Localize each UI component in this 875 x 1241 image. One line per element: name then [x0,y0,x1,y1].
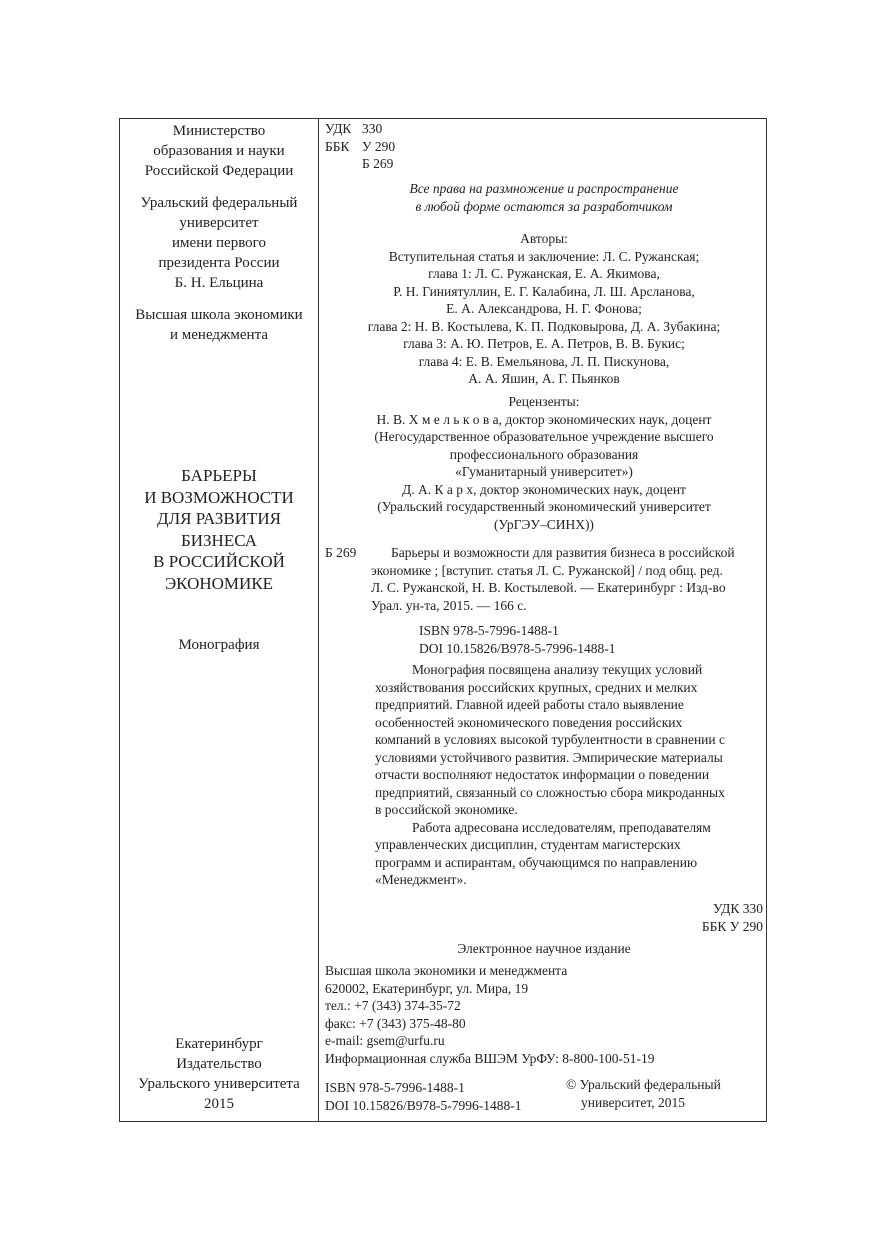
imprint-block [120,1034,318,1114]
abstract-line: отчасти восполняют недостаток информации о поведении [375,767,710,782]
rights-notice [325,180,763,215]
abstract-line: предприятий. Главной идеей работы стало выявление [375,697,684,712]
ministry-line: Российской Федерации [144,163,294,179]
reviewer-line: (Уральский государственный экономический университет [377,499,711,514]
university-line: президента России [158,255,280,271]
abstract-line: особенностей экономического поведения российских [375,714,683,730]
abstract-line: программ и аспирантам, обучающимся по направлению [375,854,698,870]
genre-label: Монография [178,637,260,653]
book-title [120,465,318,594]
bibliographic-record [325,544,763,614]
author-line: глава 4: Е. В. Емельянова, Л. П. Пискунова, [418,353,670,369]
abstract-line: хозяйствования российских крупных, средних и мелких [375,679,698,695]
contact-line: факс: +7 (343) 375-48-80 [325,1015,466,1031]
title-line: БИЗНЕСА [181,530,257,550]
copyright-line: университет, 2015 [581,1094,685,1110]
rights-line: в любой форме остаются за разработчиком [415,198,673,214]
title-line: ДЛЯ РАЗВИТИЯ [157,509,281,528]
imprint-line: 2015 [204,1096,234,1112]
reviewer-line: (УрГЭУ–СИНХ)) [494,516,594,532]
title-line: ЭКОНОМИКЕ [164,573,274,593]
udk-value: 330 [362,121,383,136]
reviewer-line: Н. В. Х м е л ь к о в а, доктор экономических наук, доцент [376,411,712,427]
university-line: Б. Н. Ельцина [174,275,264,291]
reviewer-line: Д. А. К а р х, доктор экономических наук, доцент [402,481,686,497]
reviewer-line: профессионального образования [449,446,639,462]
doi: DOI 10.15826/B978-5-7996-1488-1 [419,640,616,656]
page-frame [119,118,767,1122]
imprint-line: Екатеринбург [175,1036,263,1052]
university-block [120,193,318,293]
title-line: БАРЬЕРЫ [181,466,257,485]
contact-line: тел.: +7 (343) 374-35-72 [325,998,461,1013]
abstract-line: Монография посвящена анализу текущих условий [412,662,703,677]
udk-bottom: УДК 330 [712,901,763,916]
author-line: Е. А. Александрова, Н. Г. Фонова; [446,301,642,316]
isbn: ISBN 978-5-7996-1488-1 [419,623,559,638]
author-mark: Б 269 [362,156,394,171]
contact-line: Высшая школа экономики и менеджмента [325,963,568,978]
biblio-line: Урал. ун-та, 2015. — 166 с. [371,597,527,613]
author-line: глава 2: Н. В. Костылева, К. П. Подковырова, Д. А. Зубакина; [367,318,721,334]
udk-label: УДК [325,121,352,136]
authors-block [325,230,763,388]
abstract-line: «Менеджмент». [375,872,467,887]
author-line: глава 3: А. Ю. Петров, Е. А. Петров, В. В. Букис; [403,336,685,351]
reviewer-line: «Гуманитарный университет») [455,464,633,479]
copyright-block [566,1076,721,1111]
bbk-bottom: ББК У 290 [701,918,763,934]
title-line: И ВОЗМОЖНОСТИ [144,487,294,507]
biblio-line: Л. С. Ружанской, Н. В. Костылевой. — Екатеринбург : Изд-во [371,580,726,595]
author-line: глава 1: Л. С. Ружанская, Е. А. Якимова, [428,266,660,281]
title-line: В РОССИЙСКОЙ [153,552,285,571]
school-block [120,305,318,345]
contact-line: e-mail: gsem@urfu.ru [325,1033,445,1048]
author-line: Вступительная статья и заключение: Л. С. Ружанская; [388,248,700,264]
abstract-line: предприятий, связанный со сложностью сбора микроданных [375,784,725,800]
abstract-line: компаний в условиях высокой турбулентности в сравнении с [375,732,725,747]
abstract-line: управленческих дисциплин, студентам магистерских [375,837,681,852]
biblio-line: Барьеры и возможности для развития бизнеса в российской [391,545,735,560]
school-line: и менеджмента [170,327,268,343]
publisher-contacts [325,962,763,1067]
isbn-bottom: ISBN 978-5-7996-1488-1 [325,1080,465,1095]
ministry-block [120,121,318,181]
biblio-mark: Б 269 [325,545,357,560]
imprint-line: Издательство [176,1056,262,1072]
ministry-line: образования и науки [153,143,285,159]
contact-line: Информационная служба ВШЭМ УрФУ: 8-800-100-51-19 [325,1050,655,1066]
author-line: Р. Н. Гиниятуллин, Е. Г. Калабина, Л. Ш. Арсланова, [393,283,695,299]
abstract [325,661,763,889]
abstract-line: условиями устойчивого развития. Эмпирические материалы [375,749,723,765]
isbn-doi-block [325,622,763,657]
university-line: Уральский федеральный [140,195,298,211]
abstract-line: Работа адресована исследователям, преподавателям [412,819,711,835]
doi-bottom: DOI 10.15826/B978-5-7996-1488-1 [325,1097,522,1113]
ministry-line: Министерство [172,123,266,139]
rights-line: Все права на размножение и распространение [409,181,679,196]
university-line: имени первого [172,235,266,251]
bottom-classification [325,900,763,935]
contact-line: 620002, Екатеринбург, ул. Мира, 19 [325,980,529,996]
bbk-label: ББК [325,138,350,154]
reviewers-block [325,393,763,533]
abstract-line: в российской экономике. [375,802,518,817]
school-line: Высшая школа экономики [135,307,303,323]
reviewer-line: (Негосударственное образовательное учреждение высшего [374,429,714,444]
imprint-line: Уральского университета [138,1076,300,1092]
biblio-line: экономике ; [вступит. статья Л. С. Ружанской] / под общ. ред. [371,562,723,578]
copyright-line: © Уральский федеральный [566,1077,721,1092]
author-line: А. А. Яшин, А. Г. Пьянков [468,371,620,386]
column-divider [318,119,319,1121]
edition-label: Электронное научное издание [457,941,631,956]
classification-block [325,120,763,173]
reviewers-heading: Рецензенты: [508,394,580,409]
authors-heading: Авторы: [520,231,568,246]
bbk-value: У 290 [362,138,396,154]
university-line: университет [179,215,259,231]
